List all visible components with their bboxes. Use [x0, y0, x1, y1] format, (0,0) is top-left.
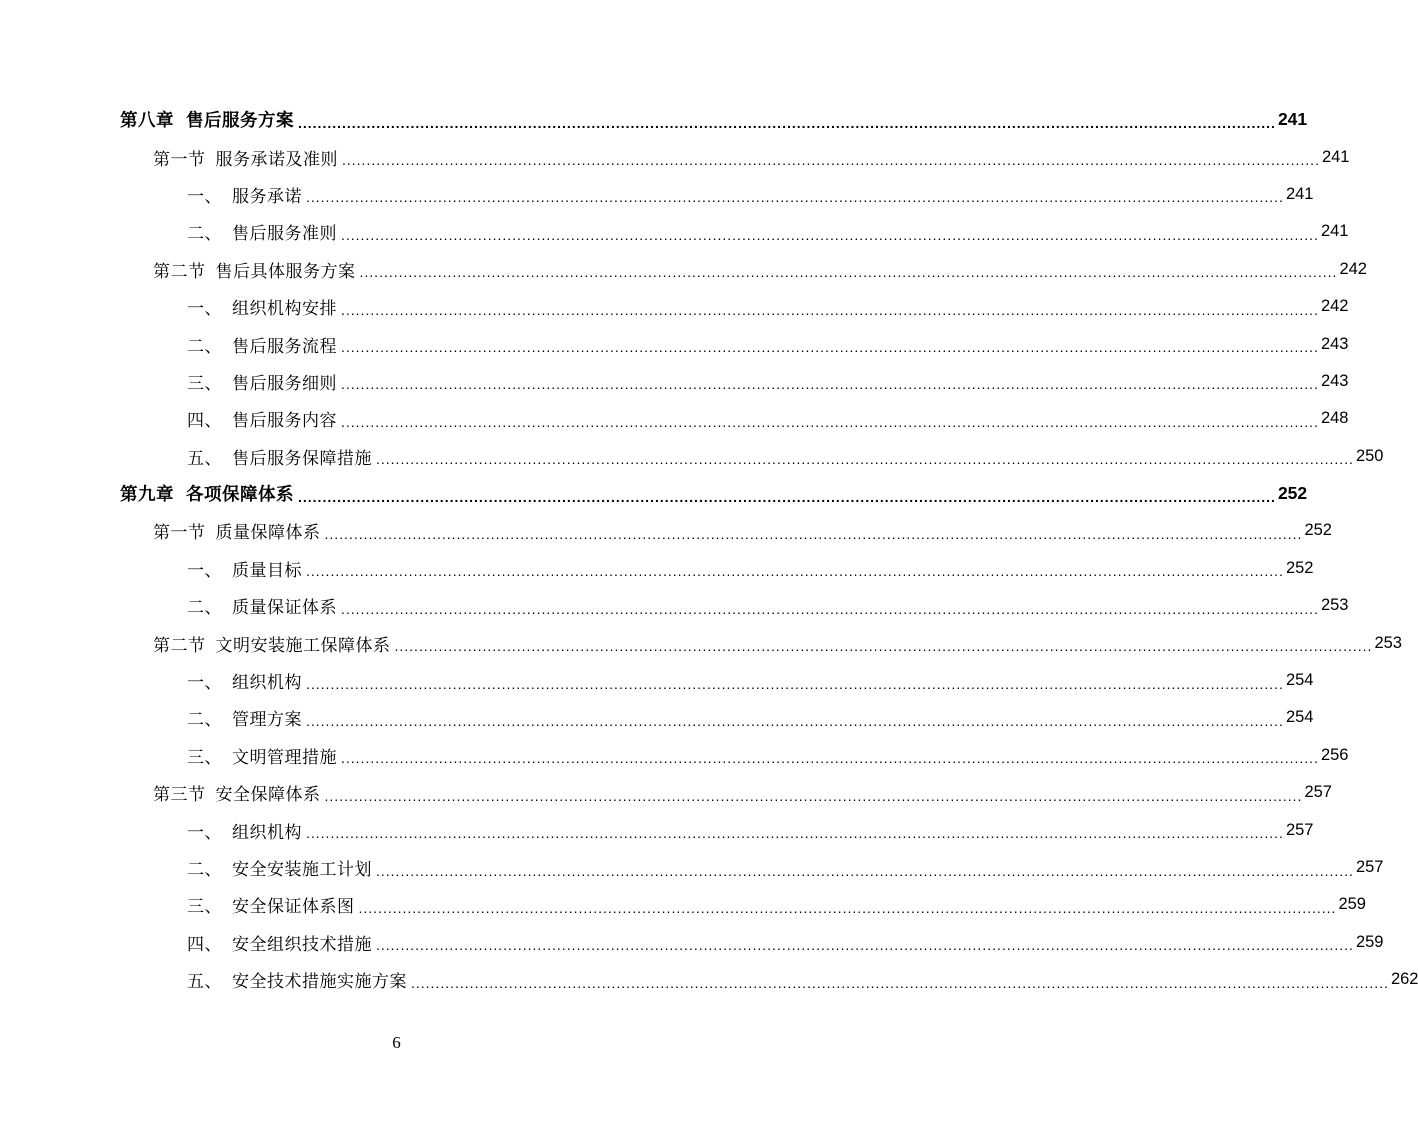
toc-entry-title [187, 705, 302, 730]
toc-entry-title [187, 930, 372, 955]
toc-entry-title [153, 780, 321, 805]
toc-entry-title [187, 668, 302, 693]
toc-entry-title [120, 107, 294, 132]
dot-leader: ........................................................................................................................................................................................................ [324, 787, 1303, 804]
toc-subsection-entry[interactable] [0, 849, 1384, 886]
toc-entry-title [187, 444, 372, 469]
dot-leader: ........................................................................................................................................................................................................ [306, 563, 1284, 580]
toc-entry-text: 各项保障体系 [186, 485, 294, 506]
toc-entry-number: 四、 [187, 934, 222, 955]
toc-entry-title [187, 593, 337, 618]
toc-entry-number: 第九章 [120, 485, 174, 506]
toc-entry-title [187, 556, 302, 581]
toc-entry-page: 257 [1304, 783, 1332, 802]
toc-entry-number: 二、 [187, 860, 222, 880]
dot-leader: ........................................................................................................................................................................................................ [306, 825, 1284, 842]
dot-leader: ........................................................................................................................................................................................................ [376, 862, 1354, 879]
toc-entry-text: 安全技术措施实施方案 [232, 972, 407, 993]
dot-leader: ........................................................................................................................................................................................................ [376, 937, 1354, 954]
toc-entry-text: 质量保证体系 [232, 598, 337, 619]
toc-subsection-entry[interactable] [0, 961, 1418, 998]
toc-entry-page: 259 [1355, 932, 1384, 951]
toc-entry-number: 二、 [187, 336, 222, 357]
toc-entry-number: 第二节 [153, 261, 206, 282]
toc-entry-title [187, 369, 337, 394]
toc-entry-page: 254 [1285, 671, 1314, 690]
toc-entry-title [153, 145, 338, 170]
toc-entry-page: 241 [1320, 222, 1349, 241]
toc-entry-text: 管理方案 [232, 710, 302, 731]
toc-entry-text: 组织机构安排 [232, 299, 337, 320]
toc-entry-page: 252 [1304, 521, 1332, 540]
dot-leader: ........................................................................................................................................................................................................ [341, 301, 1319, 318]
toc-entry-text: 安全保障体系 [215, 785, 321, 806]
dot-leader: ........................................................................................................................................................................................................ [411, 974, 1389, 991]
toc-subsection-entry[interactable] [0, 400, 1349, 437]
toc-entry-page: 250 [1355, 446, 1384, 465]
dot-leader: ........................................................................................................................................................................................................ [341, 600, 1319, 617]
toc-subsection-entry[interactable] [0, 438, 1384, 475]
dot-leader: ........................................................................................................................................................................................................ [298, 114, 1276, 131]
toc-entry-number: 一、 [187, 673, 222, 694]
toc-subsection-entry[interactable] [0, 886, 1366, 923]
toc-entry-number: 第八章 [120, 111, 174, 132]
dot-leader: ........................................................................................................................................................................................................ [376, 451, 1354, 468]
toc-entry-number: 二、 [187, 224, 222, 245]
toc-subsection-entry[interactable] [0, 662, 1314, 699]
toc-entry-text: 组织机构 [232, 673, 302, 694]
table-of-contents [0, 101, 1418, 998]
toc-entry-number: 第一节 [153, 149, 206, 170]
toc-entry-text: 售后服务保障措施 [232, 448, 372, 469]
toc-entry-title [187, 182, 302, 207]
dot-leader: ........................................................................................................................................................................................................ [341, 413, 1319, 430]
page-number: 6 [392, 1033, 401, 1052]
toc-entry-text: 售后服务流程 [232, 336, 337, 357]
dot-leader: ........................................................................................................................................................................................................ [341, 226, 1319, 243]
toc-entry-title [187, 855, 372, 880]
toc-entry-number: 第一节 [153, 523, 206, 544]
toc-entry-page: 242 [1320, 297, 1349, 316]
toc-entry-number: 二、 [187, 710, 222, 731]
toc-entry-number: 一、 [187, 186, 222, 207]
toc-entry-text: 售后服务准则 [232, 224, 337, 245]
toc-entry-page: 254 [1285, 708, 1314, 727]
toc-entry-text: 文明管理措施 [232, 747, 337, 768]
toc-entry-page: 256 [1320, 745, 1349, 764]
toc-entry-text: 售后具体服务方案 [215, 261, 356, 282]
toc-entry-number: 一、 [187, 299, 222, 320]
toc-entry-page: 262 [1390, 970, 1418, 989]
toc-entry-title [187, 892, 355, 917]
toc-subsection-entry[interactable] [0, 737, 1349, 774]
toc-entry-page: 241 [1277, 109, 1308, 130]
toc-section-entry[interactable] [0, 512, 1332, 549]
toc-entry-text: 安全保证体系图 [232, 897, 355, 918]
toc-entry-page: 242 [1339, 259, 1367, 278]
toc-entry-text: 售后服务细则 [232, 373, 337, 394]
toc-section-entry[interactable] [0, 251, 1367, 288]
toc-entry-title [187, 406, 337, 431]
dot-leader: ........................................................................................................................................................................................................ [306, 712, 1284, 729]
dot-leader: ........................................................................................................................................................................................................ [306, 675, 1284, 692]
toc-entry-text: 安全组织技术措施 [232, 934, 372, 955]
dot-leader: ........................................................................................................................................................................................................ [358, 899, 1337, 916]
toc-subsection-entry[interactable] [0, 213, 1349, 250]
toc-entry-number: 一、 [187, 560, 222, 581]
toc-entry-page: 252 [1277, 483, 1308, 504]
dot-leader: ........................................................................................................................................................................................................ [341, 339, 1319, 356]
toc-entry-page: 253 [1374, 633, 1402, 652]
toc-entry-page: 257 [1285, 820, 1314, 839]
toc-entry-text: 服务承诺及准则 [215, 149, 338, 170]
toc-entry-page: 243 [1320, 371, 1349, 390]
toc-entry-text: 文明安装施工保障体系 [215, 635, 391, 656]
toc-entry-title [153, 631, 391, 656]
toc-entry-page: 241 [1321, 147, 1350, 166]
toc-entry-text: 质量保障体系 [215, 523, 321, 544]
toc-entry-title [153, 257, 356, 282]
toc-entry-title [187, 294, 337, 319]
toc-entry-number: 四、 [187, 411, 222, 432]
toc-entry-text: 售后服务内容 [232, 411, 337, 432]
toc-subsection-entry[interactable] [0, 550, 1314, 587]
toc-entry-text: 质量目标 [232, 560, 302, 581]
toc-entry-title [187, 818, 302, 843]
toc-entry-page: 252 [1285, 558, 1314, 577]
dot-leader: ........................................................................................................................................................................................................ [359, 264, 1338, 281]
toc-entry-page: 259 [1338, 895, 1366, 914]
toc-entry-title [187, 219, 337, 244]
dot-leader: ........................................................................................................................................................................................................ [342, 152, 1320, 169]
toc-entry-title [120, 481, 294, 506]
dot-leader: ........................................................................................................................................................................................................ [306, 189, 1284, 206]
toc-entry-page: 243 [1320, 334, 1349, 353]
toc-chapter-entry[interactable] [0, 475, 1308, 512]
toc-entry-title [187, 332, 337, 357]
toc-subsection-entry[interactable] [0, 924, 1384, 961]
toc-entry-number: 五、 [187, 448, 222, 469]
dot-leader: ........................................................................................................................................................................................................ [341, 750, 1319, 767]
dot-leader: ........................................................................................................................................................................................................ [394, 638, 1373, 655]
toc-chapter-entry[interactable] [0, 101, 1308, 138]
toc-entry-number: 二、 [187, 598, 222, 619]
toc-subsection-entry[interactable] [0, 699, 1314, 736]
toc-entry-page: 253 [1320, 596, 1349, 615]
toc-entry-number: 三、 [187, 747, 222, 768]
dot-leader: ........................................................................................................................................................................................................ [341, 376, 1319, 393]
toc-entry-text: 服务承诺 [232, 186, 302, 207]
toc-entry-title [187, 743, 337, 768]
toc-entry-page: 241 [1285, 184, 1314, 203]
toc-entry-text: 组织机构 [232, 822, 302, 843]
toc-subsection-entry[interactable] [0, 288, 1349, 325]
toc-entry-title [153, 518, 321, 543]
toc-entry-number: 五、 [187, 972, 222, 993]
toc-subsection-entry[interactable] [0, 176, 1314, 213]
toc-entry-page: 257 [1355, 858, 1384, 876]
toc-entry-number: 一、 [187, 822, 222, 843]
toc-section-entry[interactable] [0, 138, 1350, 175]
toc-subsection-entry[interactable] [0, 587, 1349, 624]
toc-entry-text: 售后服务方案 [186, 111, 294, 132]
toc-section-entry[interactable] [0, 774, 1332, 811]
toc-entry-number: 第二节 [153, 635, 206, 656]
toc-section-entry[interactable] [0, 624, 1402, 661]
toc-entry-text: 安全安装施工计划 [232, 860, 372, 880]
dot-leader: ........................................................................................................................................................................................................ [298, 488, 1276, 505]
toc-subsection-entry[interactable] [0, 325, 1349, 362]
toc-entry-number: 三、 [187, 373, 222, 394]
toc-entry-number: 三、 [187, 897, 222, 918]
toc-entry-page: 248 [1320, 409, 1349, 428]
dot-leader: ........................................................................................................................................................................................................ [324, 525, 1303, 542]
toc-entry-number: 第三节 [153, 785, 206, 806]
toc-subsection-entry[interactable] [0, 363, 1349, 400]
toc-entry-title [187, 967, 407, 992]
toc-subsection-entry[interactable] [0, 811, 1314, 848]
